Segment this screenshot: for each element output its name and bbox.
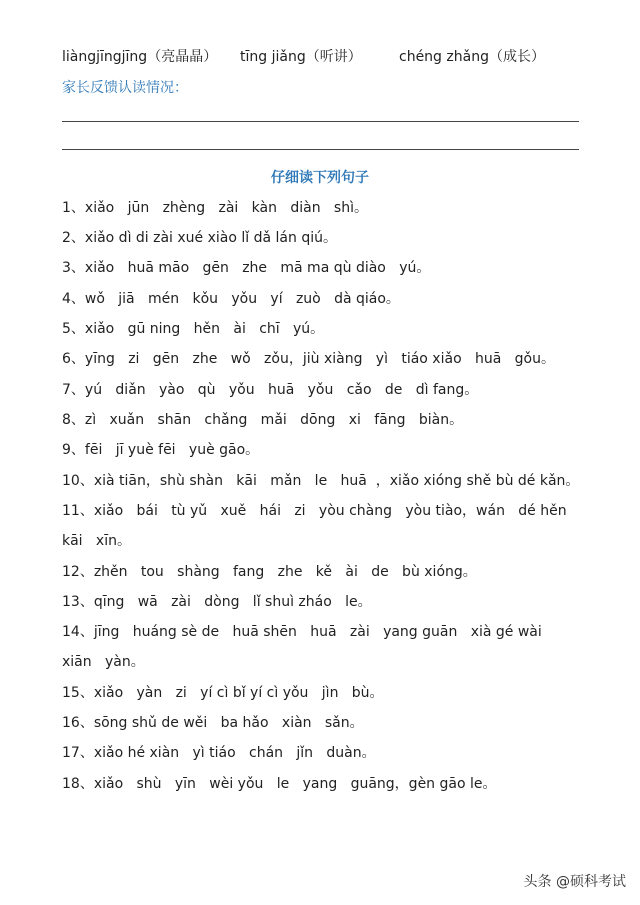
sentence-line: 7、yú diǎn yào qù yǒu huā yǒu cǎo de dì fang。 bbox=[62, 382, 479, 398]
sentence-line: 8、zì xuǎn shān chǎng mǎi dōng xi fāng biàn。 bbox=[62, 412, 464, 428]
sentence-line: 5、xiǎo gū ning hěn ài chī yú。 bbox=[62, 321, 325, 337]
sentence-line: 1、xiǎo jūn zhèng zài kàn diàn shì。 bbox=[62, 200, 368, 216]
sentence-line: kāi xīn。 bbox=[62, 533, 131, 549]
vocab-item: liàngjīngjīng（亮晶晶） bbox=[62, 49, 218, 65]
sentence-line: 17、xiǎo hé xiàn yì tiáo chán jǐn duàn。 bbox=[62, 745, 376, 761]
vocab-item: chéng zhǎng（成长） bbox=[399, 49, 545, 65]
section-title: 仔细读下列句子 bbox=[271, 170, 369, 186]
vocab-item: tīng jiǎng（听讲） bbox=[240, 49, 362, 65]
sentence-line: 12、zhěn tou shàng fang zhe kě ài de bù xióng。 bbox=[62, 564, 477, 580]
sentence-line: 6、yīng zi gēn zhe wǒ zǒu，jiù xiàng yì tiáo xiǎo huā gǒu。 bbox=[62, 351, 555, 367]
sentence-line: 10、xià tiān，shù shàn kāi mǎn le huā ，xiǎo xióng shě bù dé kǎn。 bbox=[62, 473, 580, 489]
sentence-line: 11、xiǎo bái tù yǔ xuě hái zi yòu chàng yòu tiào，wán dé hěn bbox=[62, 503, 567, 519]
sentence-line: 2、xiǎo dì di zài xué xiào lǐ dǎ lán qiú。 bbox=[62, 230, 337, 246]
watermark: 头条 @硕科考试 bbox=[523, 874, 626, 890]
sentence-line: 13、qīng wā zài dòng lǐ shuì zháo le。 bbox=[62, 594, 372, 610]
feedback-line bbox=[62, 121, 579, 122]
feedback-line bbox=[62, 149, 579, 150]
vocab-row bbox=[62, 46, 602, 66]
sentence-line: 9、fēi jī yuè fēi yuè gāo。 bbox=[62, 442, 260, 458]
sentence-line: 18、xiǎo shù yīn wèi yǒu le yang guāng，gèn gāo le。 bbox=[62, 776, 497, 792]
sentence-line: 16、sōng shǔ de wěi ba hǎo xiàn sǎn。 bbox=[62, 715, 364, 731]
sentence-line: 3、xiǎo huā māo gēn zhe mā ma qù diào yú。 bbox=[62, 260, 431, 276]
sentence-line: 4、wǒ jiā mén kǒu yǒu yí zuò dà qiáo。 bbox=[62, 291, 400, 307]
sentence-line: 14、jīng huáng sè de huā shēn huā zài yang guān xià gé wài bbox=[62, 624, 542, 640]
sentence-line: xiān yàn。 bbox=[62, 654, 145, 670]
sentence-line: 15、xiǎo yàn zi yí cì bǐ yí cì yǒu jìn bù。 bbox=[62, 685, 384, 701]
parent-feedback-label: 家长反馈认读情况： bbox=[62, 80, 188, 96]
